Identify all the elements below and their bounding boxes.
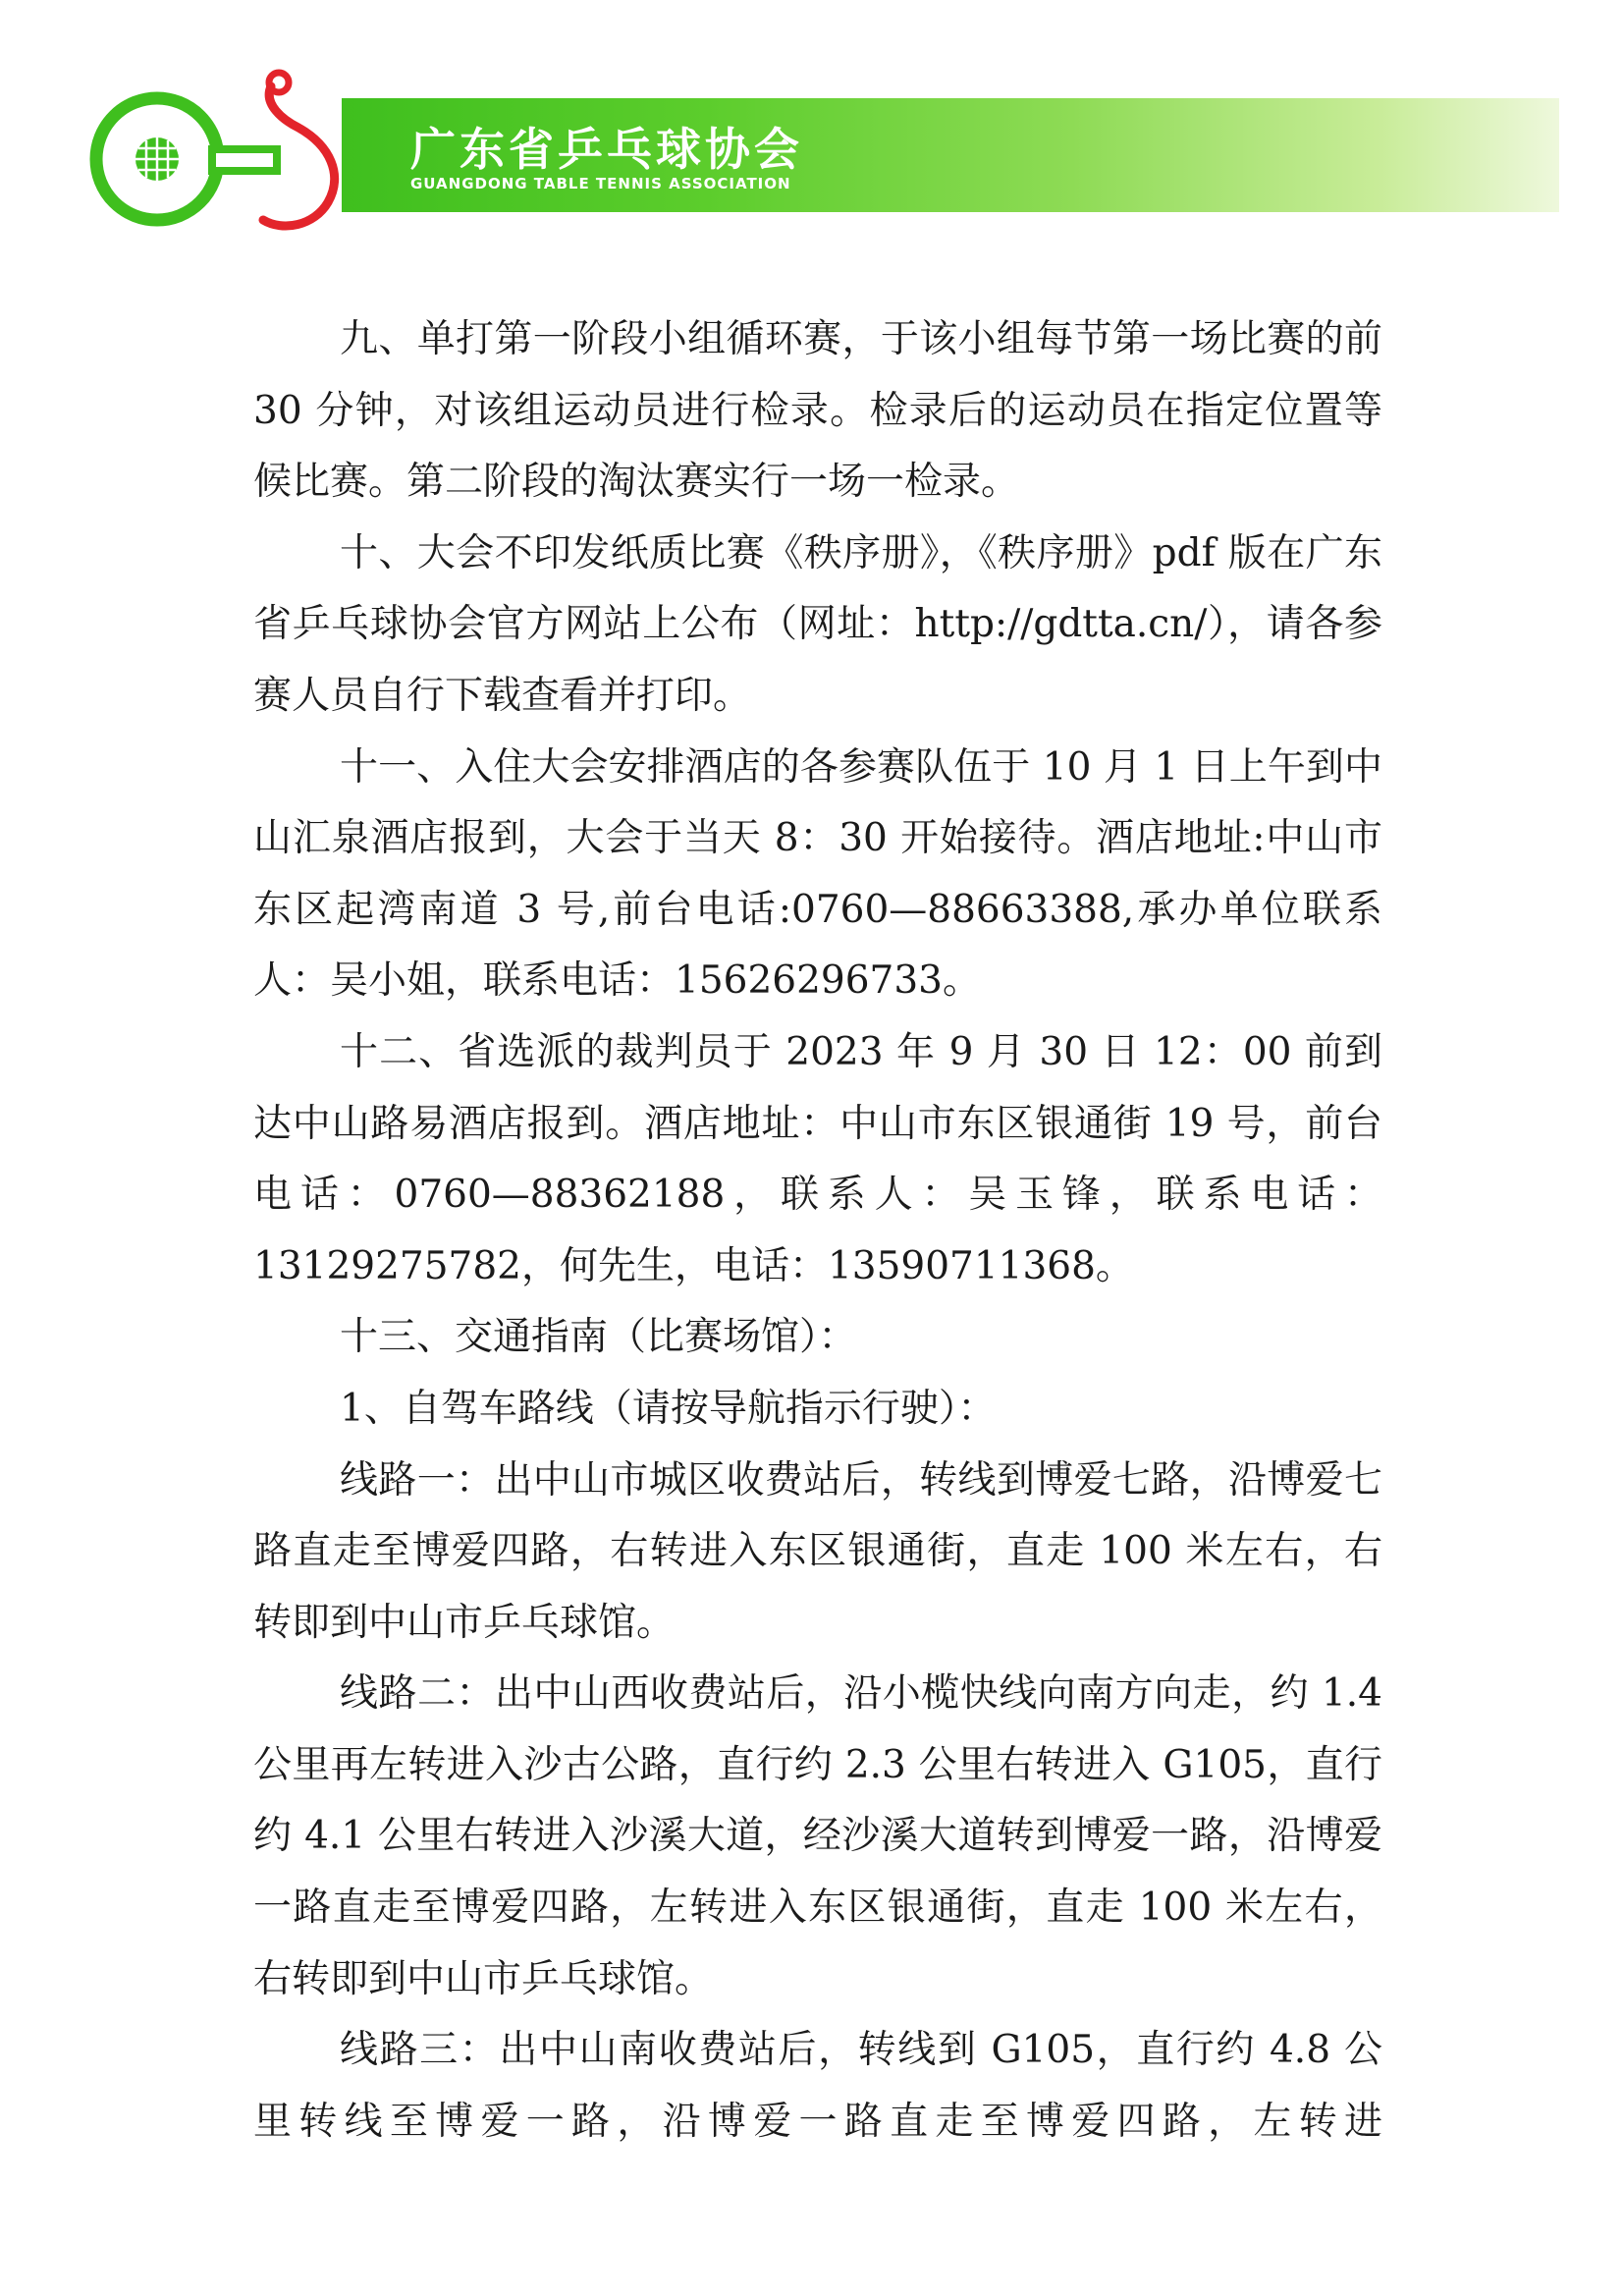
organization-name: 广东省乒乓球协会 — [410, 123, 803, 176]
paragraph-12-referee-hotel: 十二、省选派的裁判员于 2023 年 9 月 30 日 12：00 前到达中山路易酒店报到。酒店地址：中山市东区银通街 19 号，前台电话：0760—88362188，联系人：吴玉锋，联系电话：13129275782，何先生，电话：13590711368。 — [253, 1029, 1382, 1288]
organization-name-english: GUANGDONG TABLE TENNIS ASSOCIATION — [410, 175, 791, 192]
paragraph-10-program-booklet: 十、大会不印发纸质比赛《秩序册》，《秩序册》pdf 版在广东省乒乓球协会官方网站上公布（网址：http://gdtta.cn/），请各参赛人员自行下载查看并打印。 — [253, 530, 1382, 718]
paragraph-route-one: 线路一：出中山市城区收费站后，转线到博爱七路，沿博爱七路直走至博爱四路，右转进入东区银通街，直走 100 米左右，右转即到中山市乒乓球馆。 — [253, 1457, 1382, 1645]
paragraph-9-checkin: 九、单打第一阶段小组循环赛，于该小组每节第一场比赛的前 30 分钟，对该组运动员进行检录。检录后的运动员在指定位置等候比赛。第二阶段的淘汰赛实行一场一检录。 — [253, 317, 1382, 505]
paragraph-13-traffic-guide: 十三、交通指南（比赛场馆）： — [340, 1315, 857, 1360]
paragraph-driving-routes-heading: 1、自驾车路线（请按导航指示行驶）： — [340, 1386, 997, 1431]
paragraph-11-team-hotel: 十一、入住大会安排酒店的各参赛队伍于 10 月 1 日上午到中山汇泉酒店报到，大会于当天 8：30 开始接待。酒店地址:中山市东区起湾南道 3 号,前台电话:0760—88663388,承办单位联系人：吴小姐，联系电话：15626296733。 — [253, 744, 1382, 1004]
page-header — [0, 0, 1623, 236]
ping-pong-logo-icon — [86, 69, 381, 236]
document-body — [253, 304, 1382, 2158]
paragraph-route-two: 线路二：出中山西收费站后，沿小榄快线向南方向走，约 1.4 公里再左转进入沙古公路，直行约 2.3 公里右转进入 G105，直行约 4.1 公里右转进入沙溪大道，经沙溪大道转到博爱一路，沿博爱一路直走至博爱四路，左转进入东区银通街，直走 100 米左右，右转即到中山市乒乓球馆。 — [253, 1671, 1382, 2001]
paragraph-route-three: 线路三：出中山南收费站后，转线到 G105，直行约 4.8 公里转线至博爱一路，沿博爱一路直走至博爱四路，左转进 — [253, 2028, 1382, 2144]
